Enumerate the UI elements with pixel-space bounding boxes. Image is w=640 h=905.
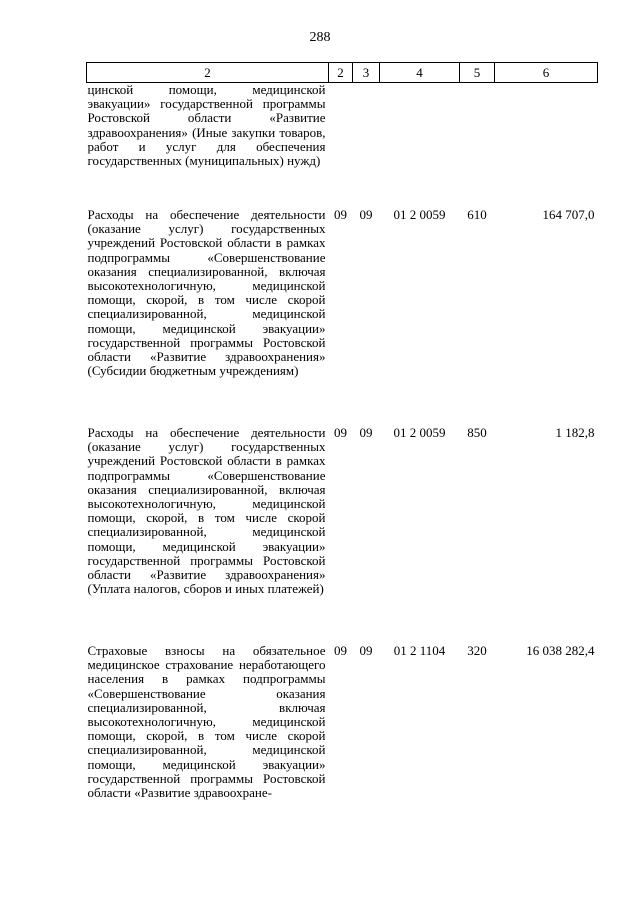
budget-table bbox=[86, 62, 598, 844]
row-amount: 1 182,8 bbox=[555, 425, 595, 440]
table-row bbox=[87, 208, 598, 426]
header-col-csr: 4 bbox=[380, 63, 460, 83]
header-col-description: 2 bbox=[87, 63, 329, 83]
row-amount: 16 038 282,4 bbox=[526, 643, 595, 658]
row-description: цинской помощи, медицинской эвакуации» государственной программы Ростовской области «Развитие здравоохранения» (Иные закупки товаров, работ и услуг для обеспечения государственных (муниципальных) нужд) bbox=[87, 82, 326, 169]
row-rz: 09 bbox=[334, 207, 347, 222]
header-col-vr: 5 bbox=[460, 63, 495, 83]
header-col-amount: 6 bbox=[495, 63, 598, 83]
row-rz: 09 bbox=[334, 643, 347, 658]
table-header-row bbox=[87, 63, 598, 83]
row-pr bbox=[353, 83, 380, 209]
row-description: Расходы на обеспечение деятельности (оказание услуг) государственных учреждений Ростовской области в рамках подпрограммы «Совершенствование оказания специализированной, включая высокотехнологичную, медицинской помощи, скорой, в том числе скорой специализированной, медицинской помощи, медицинской эвакуации» государственной программы Ростовской области «Развитие здравоохранения» (Субсидии бюджетным учреждениям) bbox=[87, 207, 326, 379]
row-amount bbox=[495, 83, 598, 209]
row-pr: 09 bbox=[359, 207, 373, 222]
table-row bbox=[87, 83, 598, 209]
row-csr bbox=[380, 83, 460, 209]
page-number: 288 bbox=[309, 30, 331, 45]
table-row bbox=[87, 426, 598, 644]
row-rz: 09 bbox=[334, 425, 347, 440]
row-csr: 01 2 1104 bbox=[393, 643, 446, 658]
row-amount: 164 707,0 bbox=[542, 207, 595, 222]
row-rz bbox=[329, 83, 353, 209]
row-pr: 09 bbox=[359, 643, 373, 658]
row-vr: 610 bbox=[467, 207, 487, 222]
header-col-pr: 3 bbox=[353, 63, 380, 83]
row-vr bbox=[460, 83, 495, 209]
row-description: Расходы на обеспечение деятельности (оказание услуг) государственных учреждений Ростовской области в рамках подпрограммы «Совершенствование оказания специализированной, включая высокотехнологичную, медицинской помощи, скорой, в том числе скорой специализированной, медицинской помощи, медицинской эвакуации» государственной программы Ростовской области «Развитие здравоохранения» (Уплата налогов, сборов и иных платежей) bbox=[87, 425, 326, 597]
row-description: Страховые взносы на обязательное медицинское страхование неработающего населения в рамках подпрограммы «Совершенствование оказания специализированной, включая высокотехнологичную, медицинской помощи, скорой, в том числе скорой специализированной, медицинской помощи, медицинской эвакуации» государственной программы Ростовской области «Развитие здравоохране- bbox=[87, 643, 326, 801]
row-csr: 01 2 0059 bbox=[393, 425, 446, 440]
row-csr: 01 2 0059 bbox=[393, 207, 446, 222]
header-col-rz: 2 bbox=[329, 63, 353, 83]
row-pr: 09 bbox=[359, 425, 373, 440]
table-row bbox=[87, 644, 598, 844]
row-vr: 320 bbox=[467, 643, 487, 658]
row-vr: 850 bbox=[467, 425, 487, 440]
